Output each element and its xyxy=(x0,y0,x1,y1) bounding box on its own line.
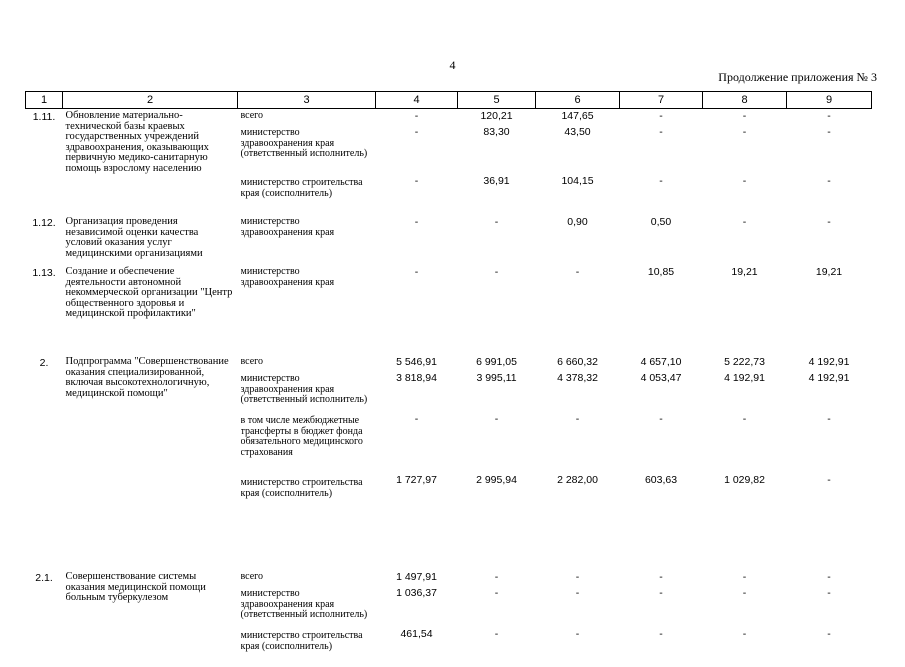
value-cell: - xyxy=(790,586,869,627)
header-cell-8: 8 xyxy=(703,92,787,109)
value-cell: 43,50 xyxy=(539,125,617,174)
value-cell: - xyxy=(706,412,784,473)
value-column-6 xyxy=(536,109,620,216)
value-cell: 2 995,94 xyxy=(461,473,533,526)
value-cell: - xyxy=(539,627,617,664)
row-number: 1.12. xyxy=(26,215,63,265)
executor-label: министерство строительства края (соисполнитель) xyxy=(241,176,373,215)
value-cell: 147,65 xyxy=(539,109,617,125)
value-cell: - xyxy=(539,265,617,344)
value-cell: - xyxy=(623,586,700,627)
value-cell: 4 192,91 xyxy=(790,355,869,371)
value-column-4 xyxy=(376,109,458,216)
value-cell: - xyxy=(706,627,784,664)
value-column-7 xyxy=(620,215,703,265)
value-cell: - xyxy=(461,265,533,344)
value-cell: - xyxy=(623,570,700,586)
value-cell: 3 818,94 xyxy=(379,371,455,412)
executor-label: всего xyxy=(241,355,373,372)
row-executors xyxy=(238,215,376,265)
value-cell: 10,85 xyxy=(623,265,700,344)
value-cell: - xyxy=(706,174,784,212)
value-cell: - xyxy=(461,412,533,473)
continuation-label: Продолжение приложения № 3 xyxy=(718,70,877,85)
executor-label: всего xyxy=(241,109,373,126)
value-column-6 xyxy=(536,355,620,530)
executor-label: министерство строительства края (соисполнитель) xyxy=(241,629,373,667)
value-column-9 xyxy=(787,109,872,216)
value-column-5 xyxy=(458,109,536,216)
value-cell: 19,21 xyxy=(706,265,784,344)
value-cell: 603,63 xyxy=(623,473,700,526)
value-column-9 xyxy=(787,570,872,667)
value-cell: - xyxy=(539,570,617,586)
header-cell-3: 3 xyxy=(238,92,376,109)
value-cell: - xyxy=(379,412,455,473)
value-cell: - xyxy=(790,174,869,212)
value-cell: - xyxy=(379,109,455,125)
value-cell: 4 053,47 xyxy=(623,371,700,412)
header-cell-6: 6 xyxy=(536,92,620,109)
value-column-4 xyxy=(376,570,458,667)
header-cell-9: 9 xyxy=(787,92,872,109)
value-cell: - xyxy=(623,412,700,473)
executor-label: в том числе межбюджетные трансферты в бюджет фонда обязательного медицинского страхования xyxy=(241,414,373,476)
value-cell: 19,21 xyxy=(790,265,869,344)
row-spacer xyxy=(26,345,872,355)
value-cell: - xyxy=(379,125,455,174)
value-cell: 2 282,00 xyxy=(539,473,617,526)
value-column-4 xyxy=(376,265,458,345)
executor-label: министерство здравоохранения края xyxy=(241,265,373,345)
value-column-5 xyxy=(458,215,536,265)
value-cell: 4 192,91 xyxy=(790,371,869,412)
table-row xyxy=(26,109,872,216)
value-column-8 xyxy=(703,570,787,667)
value-column-9 xyxy=(787,215,872,265)
executor-label: министерство здравоохранения края xyxy=(241,215,373,265)
value-cell: 1 036,37 xyxy=(379,586,455,627)
row-number: 2. xyxy=(26,355,63,530)
value-cell: 36,91 xyxy=(461,174,533,212)
value-cell: - xyxy=(706,215,784,264)
value-cell: 1 497,91 xyxy=(379,570,455,586)
header-cell-4: 4 xyxy=(376,92,458,109)
table-row xyxy=(26,265,872,345)
value-cell: 83,30 xyxy=(461,125,533,174)
executor-label: всего xyxy=(241,570,373,587)
value-cell: - xyxy=(706,586,784,627)
value-column-6 xyxy=(536,570,620,667)
executor-label: министерство здравоохранения края (ответственный исполнитель) xyxy=(241,126,373,176)
value-column-7 xyxy=(620,109,703,216)
value-cell: - xyxy=(461,570,533,586)
value-cell: 0,50 xyxy=(623,215,700,264)
value-cell: - xyxy=(790,627,869,664)
spacer-cell xyxy=(26,530,872,570)
row-title: Совершенствование системы оказания медицинской помощи больным туберкулезом xyxy=(63,570,238,667)
value-cell: 120,21 xyxy=(461,109,533,125)
row-title: Организация проведения независимой оценки качества условий оказания услуг медицинскими организациями xyxy=(63,215,238,265)
spacer-cell xyxy=(26,345,872,355)
value-cell: 3 995,11 xyxy=(461,371,533,412)
value-column-5 xyxy=(458,265,536,345)
value-cell: 0,90 xyxy=(539,215,617,264)
header-cell-5: 5 xyxy=(458,92,536,109)
value-column-4 xyxy=(376,215,458,265)
value-cell: - xyxy=(379,215,455,264)
value-cell: 5 222,73 xyxy=(706,355,784,371)
value-cell: 461,54 xyxy=(379,627,455,664)
value-cell: - xyxy=(461,627,533,664)
page-number: 4 xyxy=(0,58,905,73)
value-cell: - xyxy=(790,570,869,586)
value-column-8 xyxy=(703,215,787,265)
value-cell: 4 192,91 xyxy=(706,371,784,412)
table-body xyxy=(26,109,872,667)
value-cell: 1 029,82 xyxy=(706,473,784,526)
value-cell: - xyxy=(539,412,617,473)
value-cell: - xyxy=(623,627,700,664)
executor-label: министерство здравоохранения края (ответственный исполнитель) xyxy=(241,372,373,414)
value-cell: 6 991,05 xyxy=(461,355,533,371)
value-column-8 xyxy=(703,109,787,216)
value-column-8 xyxy=(703,355,787,530)
row-number: 1.13. xyxy=(26,265,63,345)
row-executors xyxy=(238,355,376,530)
value-cell: 5 546,91 xyxy=(379,355,455,371)
row-spacer xyxy=(26,530,872,570)
header-cell-2: 2 xyxy=(63,92,238,109)
row-executors xyxy=(238,265,376,345)
row-number: 2.1. xyxy=(26,570,63,667)
row-executors xyxy=(238,109,376,216)
value-cell: 6 660,32 xyxy=(539,355,617,371)
value-column-7 xyxy=(620,265,703,345)
value-cell: 104,15 xyxy=(539,174,617,212)
row-title: Обновление материально-технической базы краевых государственных учреждений здравоохранения, оказывающих первичную медико-санитарную помощь взрослому населению xyxy=(63,109,238,216)
value-cell: - xyxy=(539,586,617,627)
value-column-7 xyxy=(620,570,703,667)
header-cell-1: 1 xyxy=(26,92,63,109)
value-cell: - xyxy=(461,586,533,627)
value-column-5 xyxy=(458,570,536,667)
value-column-6 xyxy=(536,265,620,345)
value-column-5 xyxy=(458,355,536,530)
header-cell-7: 7 xyxy=(620,92,703,109)
value-column-4 xyxy=(376,355,458,530)
row-title: Создание и обеспечение деятельности автономной некоммерческой организации "Центр общественного здоровья и медицинской профилактики" xyxy=(63,265,238,345)
value-cell: 4 378,32 xyxy=(539,371,617,412)
value-cell: 1 727,97 xyxy=(379,473,455,526)
value-cell: - xyxy=(790,125,869,174)
value-cell: - xyxy=(790,412,869,473)
table-row xyxy=(26,215,872,265)
value-column-9 xyxy=(787,265,872,345)
header-row xyxy=(26,92,872,109)
value-cell: - xyxy=(790,215,869,264)
row-executors xyxy=(238,570,376,667)
value-cell: - xyxy=(379,174,455,212)
value-cell: - xyxy=(623,174,700,212)
table-row xyxy=(26,570,872,667)
value-column-7 xyxy=(620,355,703,530)
value-column-8 xyxy=(703,265,787,345)
value-cell: - xyxy=(623,125,700,174)
row-number: 1.11. xyxy=(26,109,63,216)
value-cell: - xyxy=(706,109,784,125)
value-cell: - xyxy=(790,109,869,125)
executor-label: министерство строительства края (соисполнитель) xyxy=(241,476,373,530)
annex-table xyxy=(25,91,872,667)
value-cell: 4 657,10 xyxy=(623,355,700,371)
value-cell: - xyxy=(623,109,700,125)
table-row xyxy=(26,355,872,530)
row-title: Подпрограмма "Совершенствование оказания специализированной, включая высокотехнологичную, медицинской помощи" xyxy=(63,355,238,530)
value-column-6 xyxy=(536,215,620,265)
value-cell: - xyxy=(706,570,784,586)
value-cell: - xyxy=(790,473,869,526)
value-column-9 xyxy=(787,355,872,530)
value-cell: - xyxy=(379,265,455,344)
executor-label: министерство здравоохранения края (ответственный исполнитель) xyxy=(241,587,373,629)
table-header xyxy=(26,92,872,109)
value-cell: - xyxy=(706,125,784,174)
value-cell: - xyxy=(461,215,533,264)
